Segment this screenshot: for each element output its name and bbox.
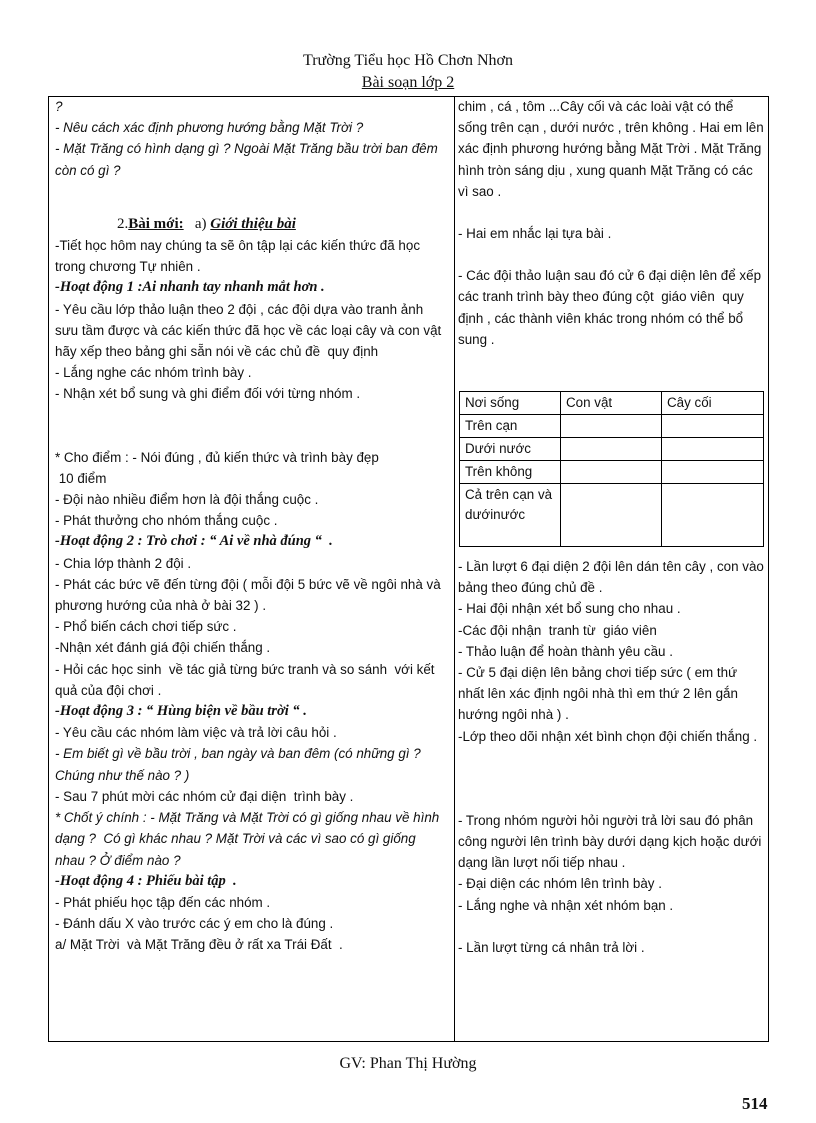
habitat-row-label: Trên không <box>460 461 561 484</box>
teacher-activity-line: - Phổ biến cách chơi tiếp sức . <box>55 619 237 635</box>
subtitle-text: Bài soạn lớp 2 <box>361 74 455 91</box>
blank-line <box>458 244 764 265</box>
habitat-table-row <box>460 438 764 461</box>
activity-heading: -Hoạt động 2 : Trò chơi : “ Ai về nhà đúng “ . <box>55 533 333 550</box>
student-activity-line: - Các đội thảo luận sau đó cử 6 đại diện lên để xếp các tranh trình bày theo đúng cột giáo viên quy định , các thành viên khác trong nhóm có thể bổ sung . <box>458 268 765 347</box>
blank-line <box>458 768 764 789</box>
page-number: 514 <box>742 1094 768 1113</box>
teacher-activity-line: - Phát các bức vẽ đến từng đội ( mỗi đội 5 bức vẽ về ngôi nhà và phương hướng của nhà ở bài 32 ) . <box>55 576 445 614</box>
student-activities-bottom-column <box>458 556 768 958</box>
teacher-activity-line: ? <box>55 99 63 114</box>
section-subtitle: Giới thiệu bài <box>210 215 296 232</box>
teacher-activity-line: - Yêu cầu các nhóm làm việc và trả lời câu hỏi . <box>55 725 337 741</box>
habitat-row-label: Dưới nước <box>460 438 561 461</box>
teacher-activity-line: - Lắng nghe các nhóm trình bày . <box>55 365 252 381</box>
blank-line <box>55 405 447 426</box>
habitat-header-cell: Con vật <box>561 392 662 415</box>
habitat-row-label: Trên cạn <box>460 415 561 438</box>
teacher-activity-line: 10 điểm <box>55 470 107 486</box>
student-activity-line: - Đại diện các nhóm lên trình bày . <box>458 876 662 892</box>
teacher-activity-line: a/ Mặt Trời và Mặt Trăng đều ở rất xa Trái Đất . <box>55 937 343 953</box>
student-activity-line: - Lần lượt 6 đại diện 2 đội lên dán tên cây , con vào bảng theo đúng chủ đề . <box>458 559 768 596</box>
habitat-table-row <box>460 415 764 438</box>
teacher-activity-line: - Em biết gì về bầu trời , ban ngày và ban đêm (có những gì ? Chúng như thế nào ? ) <box>55 746 425 783</box>
teacher-activity-line: -Nhận xét đánh giá đội chiến thắng . <box>55 640 271 656</box>
teacher-activity-line: - Đánh dấu X vào trước các ý em cho là đúng . <box>55 916 334 932</box>
column-divider <box>454 96 455 1042</box>
section-heading <box>55 214 447 235</box>
activity-heading: -Hoạt động 4 : Phiếu bài tập . <box>55 872 237 889</box>
teacher-activity-line: * Chốt ý chính : - Mặt Trăng và Mặt Trời có gì giống nhau về hình dạng ? Có gì khác nhau ? Mặt Trời và các vì sao có gì giống nhau ? Ở điểm nào ? <box>55 810 443 868</box>
teacher-activity-line: - Hỏi các học sinh về tác giả từng bức tranh và so sánh với kết quả của đội chơi . <box>55 661 439 698</box>
blank-line <box>55 426 447 447</box>
teacher-activities-column <box>55 96 447 956</box>
teacher-activity-line: - Phát thưởng cho nhóm thắng cuộc . <box>55 513 278 529</box>
student-activity-line: -Các đội nhận tranh từ giáo viên <box>458 622 657 638</box>
blank-line <box>458 747 764 768</box>
student-activity-line: - Cử 5 đại diện lên bảng chơi tiếp sức ( em thứ nhất lên xác định ngôi nhà thì em thứ 2 lên gắn hướng ngôi nhà ) . <box>458 665 742 723</box>
student-activity-line: chim , cá , tôm ...Cây cối và các loài vật có thể sống trên cạn , dưới nước , trên không . Hai em lên xác định phương hướng bằng Mặt Trời . Mặt Trăng hình tròn sáng dịu , xung quanh Mặt Trăng có các vì sao . <box>458 99 768 199</box>
habitat-header-cell: Nơi sống <box>460 392 561 415</box>
teacher-name: GV: Phan Thị Hường <box>339 1055 477 1072</box>
student-activity-line: - Hai em nhắc lại tựa bài . <box>458 226 612 242</box>
student-activity-line: - Trong nhóm người hỏi người trả lời sau đó phân công người lên trình bày dưới dạng kịch hoặc dưới dạng lần lượt nối tiếp nhau . <box>458 812 766 871</box>
habitat-table <box>459 391 764 547</box>
teacher-activity-line: - Chia lớp thành 2 đội . <box>55 555 192 571</box>
student-activity-line: - Lắng nghe và nhận xét nhóm bạn . <box>458 897 674 913</box>
teacher-activity-line: - Nêu cách xác định phương hướng bằng Mặt Trời ? <box>55 120 364 136</box>
section-title: Bài mới: <box>128 215 184 232</box>
student-activities-column <box>458 96 768 350</box>
blank-line <box>458 916 764 937</box>
teacher-activity-line: - Phát phiếu học tập đến các nhóm . <box>55 894 271 910</box>
habitat-table-row <box>460 461 764 484</box>
blank-line <box>458 789 764 810</box>
document-subtitle <box>0 74 816 92</box>
student-activity-line: - Hai đội nhận xét bổ sung cho nhau . <box>458 601 681 617</box>
teacher-activity-line: - Sau 7 phút mời các nhóm cử đại diện trình bày . <box>55 788 354 804</box>
teacher-activity-line: - Đội nào nhiều điểm hơn là đội thắng cuộc . <box>55 492 319 508</box>
blank-line <box>458 202 764 223</box>
teacher-activity-line: -Tiết học hôm nay chúng ta sẽ ôn tập lại các kiến thức đã học trong chương Tự nhiên . <box>55 238 424 275</box>
student-activity-line: - Lần lượt từng cá nhân trả lời . <box>458 939 645 955</box>
activity-heading: -Hoạt động 3 : “ Hùng biện về bầu trời “ . <box>55 703 307 720</box>
activity-heading: -Hoạt động 1 :Ai nhanh tay nhanh mắt hơn . <box>55 279 325 296</box>
habitat-table-row <box>460 484 764 547</box>
teacher-activity-line: - Mặt Trăng có hình dạng gì ? Ngoài Mặt Trăng bầu trời ban đêm còn có gì ? <box>55 141 442 178</box>
habitat-header-cell: Cây cối <box>662 392 764 415</box>
habitat-table-header-row <box>460 392 764 415</box>
student-activities-top <box>458 96 768 350</box>
student-activity-line: -Lớp theo dõi nhận xét bình chọn đội chiến thắng . <box>458 728 758 744</box>
teacher-activity-line: - Yêu cầu lớp thảo luận theo 2 đội , các đội dựa vào tranh ảnh sưu tầm được và các kiến thức đã học về các loại cây và con vật hãy xếp theo bảng ghi sẵn nói về các chủ đề quy định <box>55 301 445 360</box>
student-activity-line: - Thảo luận để hoàn thành yêu cầu . <box>458 643 673 659</box>
school-name: Trường Tiểu học Hồ Chơn Nhơn <box>303 52 513 69</box>
blank-line <box>55 181 447 202</box>
habitat-row-label: Cả trên cạn và dướinước <box>460 484 561 547</box>
teacher-activity-line: - Nhận xét bổ sung và ghi điểm đối với từng nhóm . <box>55 386 361 402</box>
section-sub-prefix: a) <box>183 215 211 232</box>
student-activities-bottom <box>458 556 768 958</box>
teacher-activity-line: * Cho điểm : - Nói đúng , đủ kiến thức và trình bày đẹp <box>55 449 379 465</box>
section-number: 2. <box>117 215 129 232</box>
